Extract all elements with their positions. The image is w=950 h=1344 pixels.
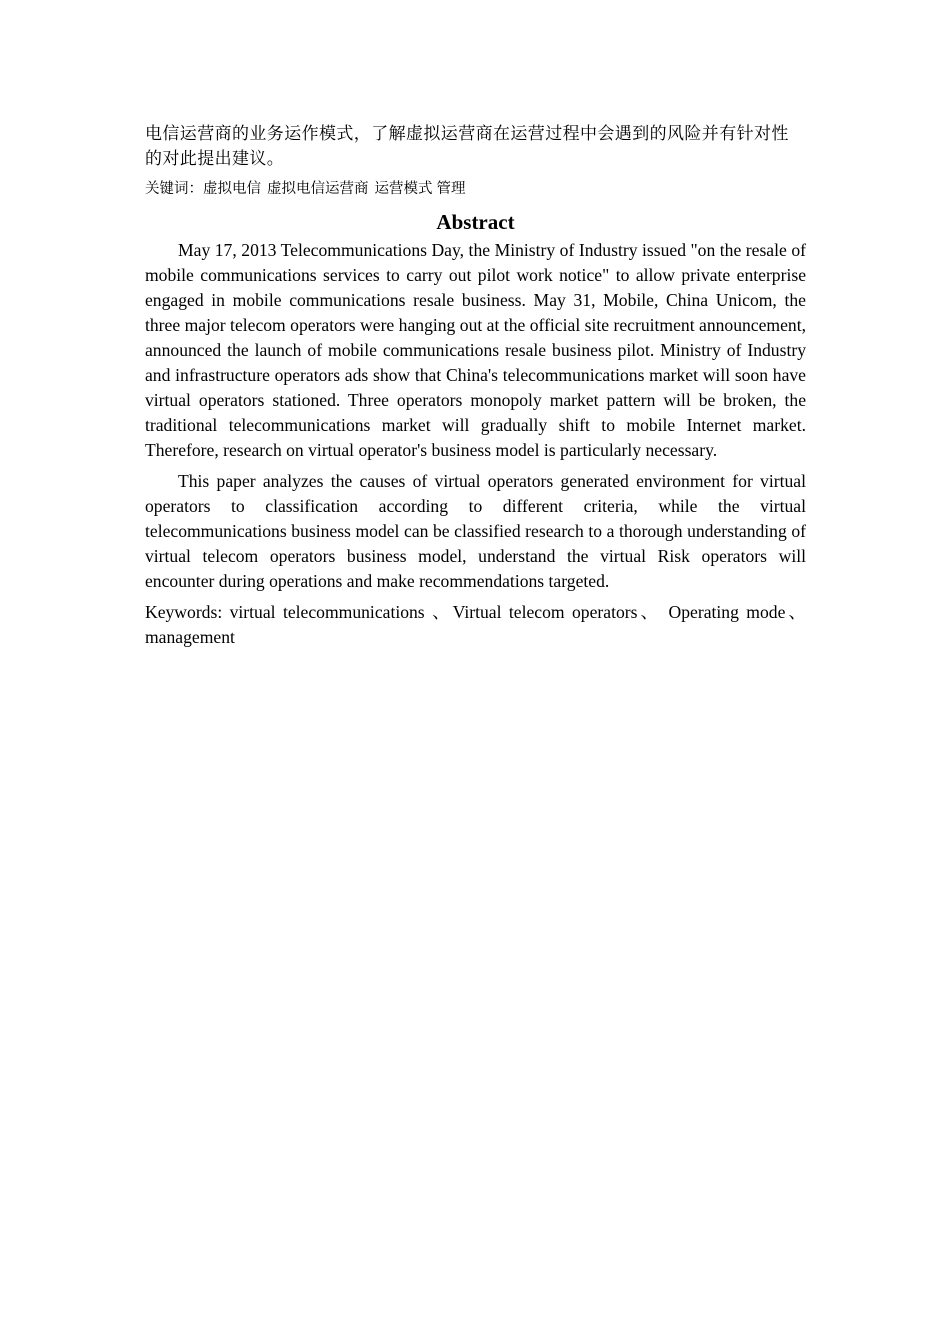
chinese-abstract-continuation: 电信运营商的业务运作模式，了解虚拟运营商在运营过程中会遇到的风险并有针对性的对此提出建议。 bbox=[145, 124, 789, 169]
abstract-paragraph: May 17, 2013 Telecommunications Day, the Ministry of Industry issued "on the resale of mobile communications services to carry out pilot work notice" to allow private enterprise engaged in mobile communications resale business. May 31, Mobile, China Unicom, the three major telecom operators were hanging out at the official site recruitment announcement, announced the launch of mobile communications resale business pilot. Ministry of Industry and infrastructure operators ads show that China's telecommunications market will soon have virtual operators stationed. Three operators monopoly market pattern will be broken, the traditional telecommunications market will gradually shift to mobile Internet market. Therefore, research on virtual operator's business model is particularly necessary. bbox=[145, 240, 806, 460]
chinese-keyword: 运营模式 bbox=[374, 181, 433, 197]
abstract-paragraph: This paper analyzes the causes of virtual operators generated environment for virtual operators to classification according to different criteria, while the virtual telecommunications business model can be classified research to a thorough understanding of virtual telecom operators business model, understand the virtual Risk operators will encounter during operations and make recommendations targeted. bbox=[145, 471, 806, 591]
english-keywords-line: Keywords: virtual telecommunications 、Virtual telecom operators、 Operating mode、 management bbox=[145, 602, 806, 647]
chinese-keyword: 虚拟电信运营商 bbox=[267, 181, 369, 197]
abstract-heading: Abstract bbox=[436, 210, 515, 234]
page-content bbox=[145, 122, 806, 650]
chinese-keywords-label: 关键词： bbox=[145, 181, 203, 197]
chinese-keyword: 管理 bbox=[436, 181, 466, 197]
chinese-keyword: 虚拟电信 bbox=[203, 181, 261, 197]
chinese-keywords-line bbox=[145, 178, 806, 200]
